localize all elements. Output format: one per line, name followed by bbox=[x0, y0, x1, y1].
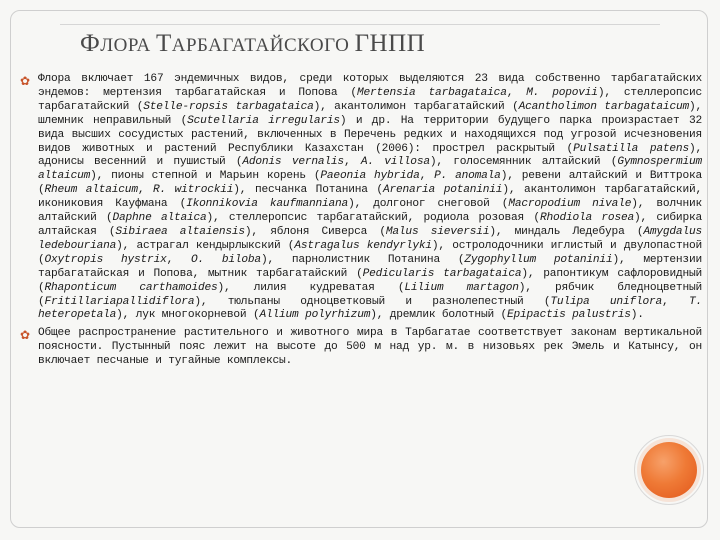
latin-name: Sibiraea altaiensis bbox=[115, 225, 245, 238]
text-segment: ), долгоног снеговой ( bbox=[348, 198, 509, 211]
latin-name: Malus sieversii bbox=[385, 225, 490, 238]
text-segment: ), сибирка алтайская ( bbox=[38, 212, 702, 238]
latin-name: Paeonia hybrida bbox=[320, 170, 420, 183]
latin-name: Oxytropis hystrix bbox=[44, 253, 167, 266]
text-segment: , bbox=[662, 295, 689, 308]
latin-name: Scutellaria irregularis bbox=[187, 114, 340, 127]
text-segment: ), яблоня Сиверса ( bbox=[244, 225, 386, 238]
text-segment: ), пионы степной и Марьин корень ( bbox=[90, 170, 321, 183]
text-segment: ), акантолимон тарбагатайский, икониковия Кауфмана ( bbox=[38, 184, 702, 211]
title-part: АРБАГАТАЙСКОГО bbox=[171, 35, 355, 56]
latin-name: Gymnospermium altaicum bbox=[38, 156, 703, 183]
text-segment: ), остролодочники иглистый и двулопастной ( bbox=[38, 239, 702, 266]
text-segment: ), стеллеропсис тарбагатайский, родиола розовая ( bbox=[206, 212, 540, 225]
text-segment: ), волчник алтайский ( bbox=[38, 198, 703, 225]
latin-name: Pedicularis tarbagataica bbox=[362, 267, 522, 280]
latin-name: Mertensia tarbagataica bbox=[356, 86, 507, 99]
text-segment: ), мертензии тарбагатайская и Попова, мытник тарбагатайский ( bbox=[38, 253, 702, 280]
latin-name: Tulipa uniflora bbox=[550, 295, 663, 308]
latin-name: Macropodium nivale bbox=[508, 198, 632, 211]
latin-name: Zygophyllum potaninii bbox=[464, 253, 613, 266]
title-part: Т bbox=[155, 30, 172, 57]
title-part: ГНПП bbox=[354, 30, 426, 57]
text-segment: ), рапонтикум сафлоровидный ( bbox=[38, 267, 703, 294]
latin-name: Lilium martagon bbox=[404, 281, 519, 294]
text-segment: , bbox=[166, 253, 191, 266]
paragraph-flora bbox=[38, 73, 702, 323]
text-segment: , bbox=[506, 86, 527, 99]
slide-top-rule bbox=[60, 24, 660, 25]
text-segment: ), стеллеропсис тарбагатайский ( bbox=[38, 86, 702, 113]
title-part: Ф bbox=[80, 30, 101, 57]
text-segment: ), адонисы весенний и пушистый ( bbox=[38, 142, 702, 169]
text-segment: , bbox=[343, 156, 361, 169]
text-segment: ), парнолистник Потанина ( bbox=[260, 253, 465, 266]
latin-name: Epipactis palustris bbox=[507, 309, 631, 322]
bullet-item bbox=[20, 73, 702, 323]
text-segment: ), миндаль Ледебура ( bbox=[489, 225, 644, 238]
latin-name: Rheum altaicum bbox=[44, 184, 138, 197]
text-segment: ), лук многокорневой ( bbox=[116, 309, 260, 322]
text-segment: ), песчанка Потанина ( bbox=[233, 184, 383, 197]
text-segment: ), ревени алтайский и Виттрока ( bbox=[38, 170, 702, 197]
text-segment: ), дремлик болотный ( bbox=[370, 309, 508, 322]
text-segment: Общее распространение растительного и животного мира в Тарбагатае соответствует законам вертикальной поясности. Пустынный пояс лежит на высоте до 500 м над ур. м. в низовьях рек Эмель и Катынсу, он включает песчаные и тугайные комплексы. bbox=[38, 327, 702, 368]
bullet-item bbox=[20, 327, 702, 369]
slide-title bbox=[80, 30, 425, 58]
slide-body bbox=[20, 73, 702, 373]
text-segment: ), тюльпаны одноцветковый и разнолепестный ( bbox=[194, 295, 551, 308]
text-segment: ), рябчик бледноцветный ( bbox=[38, 281, 702, 308]
latin-name: M. popovii bbox=[526, 86, 598, 99]
text-segment: , bbox=[137, 184, 153, 197]
text-segment: ), лилия кудреватая ( bbox=[217, 281, 405, 294]
text-segment: ) и др. На территории будущего парка произрастает 32 вида высших сосудистых растений, включенных в Перечень редких и находящихся под угрозой исчезновения видов животных и растений Республики Казахстан (2006): прострел раскрытый ( bbox=[38, 114, 702, 155]
text-segment: Флора включает 167 эндемичных видов, среди которых выделяются 23 вида собственно тарбагатайских эндемов: мертензия тарбагатайская и Попова ( bbox=[38, 73, 702, 99]
paragraph-zonation bbox=[38, 327, 702, 369]
latin-name: T. heteropetala bbox=[38, 295, 702, 322]
flower-bullet-icon: ✿ bbox=[20, 328, 31, 343]
latin-name: Arenaria potaninii bbox=[382, 184, 503, 197]
latin-name: Daphne altaica bbox=[112, 212, 207, 225]
latin-name: Rhaponticum carthamoides bbox=[44, 281, 218, 294]
text-segment: ), акантолимон тарбагатайский ( bbox=[313, 100, 519, 113]
flower-bullet-icon: ✿ bbox=[20, 74, 31, 88]
latin-name: Astragalus kendyrlyki bbox=[294, 239, 432, 252]
latin-name: Allium polyrhizum bbox=[259, 309, 371, 322]
latin-name: R. witrockii bbox=[152, 184, 234, 197]
latin-name: P. anomala bbox=[434, 170, 501, 183]
latin-name: Adonis vernalis bbox=[242, 156, 344, 169]
latin-name: Stelle-ropsis tarbagataica bbox=[143, 100, 314, 113]
latin-name: Fritillariapallidiflora bbox=[44, 295, 195, 308]
latin-name: Pulsatilla patens bbox=[573, 142, 689, 155]
text-segment: ), голосемянник алтайский ( bbox=[429, 156, 618, 169]
text-segment: ), шлемник неправильный ( bbox=[38, 100, 703, 127]
orange-circle-decoration bbox=[641, 442, 697, 498]
latin-name: Acantholimon tarbagataicum bbox=[518, 100, 689, 113]
text-segment: ). bbox=[630, 309, 644, 322]
text-segment: ), астрагал кендырлыкский ( bbox=[116, 239, 295, 252]
latin-name: Ikonnikovia kaufmanniana bbox=[186, 198, 349, 211]
latin-name: Amygdalus ledebouriana bbox=[38, 225, 702, 252]
title-part: ЛОРА bbox=[100, 35, 156, 56]
latin-name: A. villosa bbox=[360, 156, 430, 169]
latin-name: Rhodiola rosea bbox=[539, 212, 634, 225]
latin-name: O. biloba bbox=[190, 253, 261, 266]
text-segment: , bbox=[419, 170, 435, 183]
